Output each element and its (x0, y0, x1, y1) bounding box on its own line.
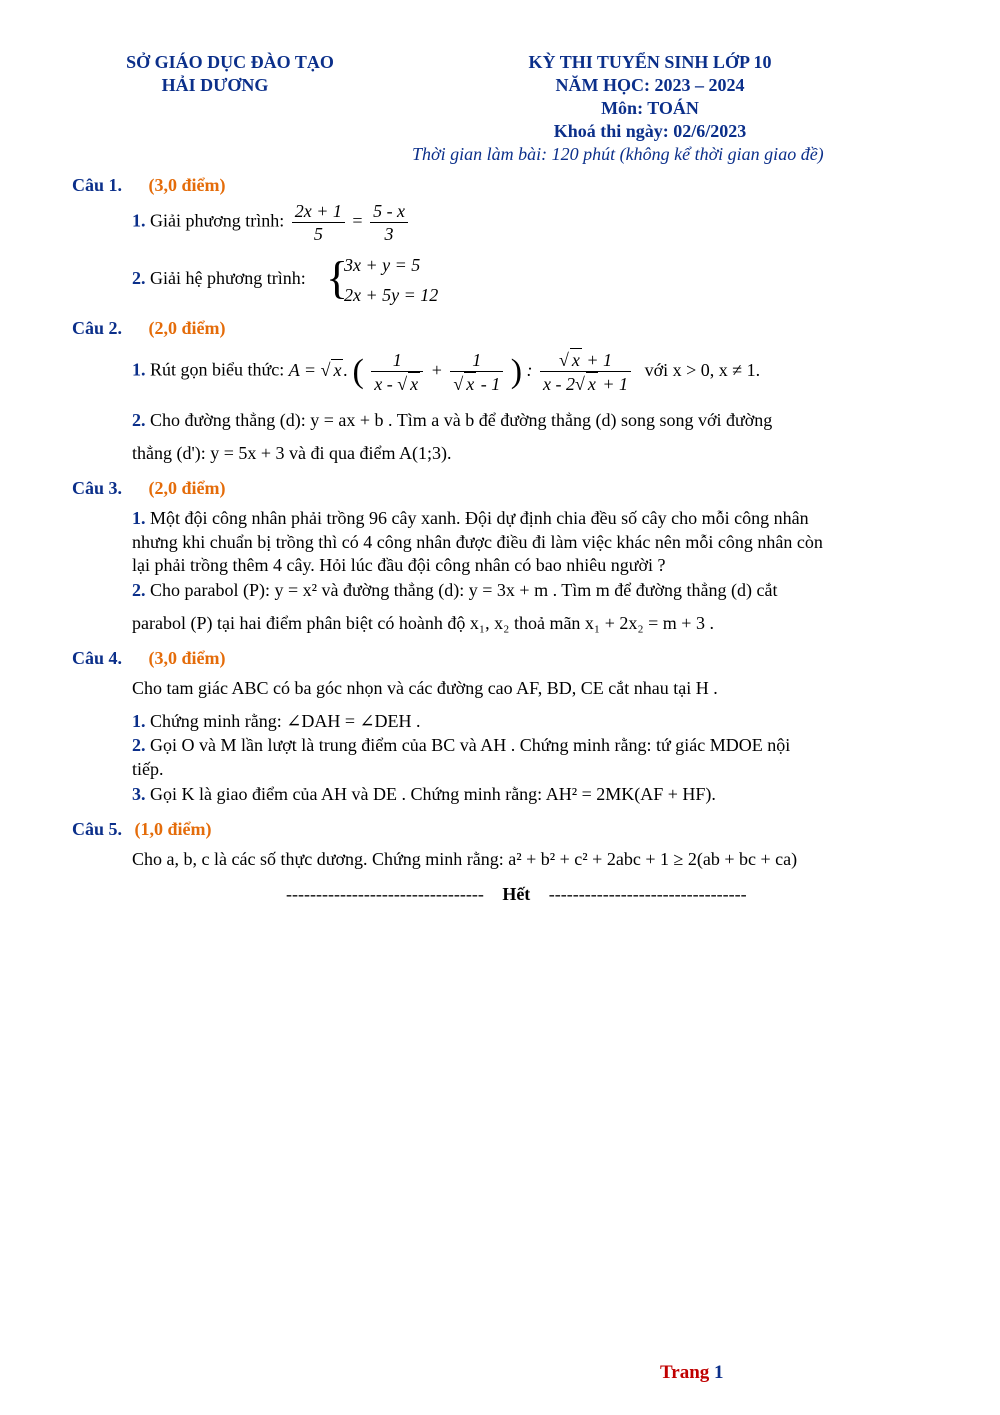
question-5-heading (72, 819, 212, 840)
question-label: Câu 2. (72, 318, 123, 338)
condition: với x > 0, x ≠ 1. (644, 359, 761, 380)
question-2-heading (72, 318, 226, 339)
department-name: SỞ GIÁO DỤC ĐÀO TẠO (126, 52, 334, 72)
dash-line-right: --------------------------------- (548, 884, 747, 904)
q2-part2-line2: thẳng (d'): y = 5x + 3 và đi qua điểm A(1;3). (132, 443, 452, 463)
q4-part3 (132, 784, 716, 805)
system-eq2: 2x + 5y = 12 (344, 285, 439, 305)
part-text: Rút gọn biểu thức: (150, 359, 285, 380)
system-eq1: 3x + y = 5 (344, 255, 421, 275)
expression-A: A = √ x . ( $\frac{1}{x - √ x}$ + $\frac{1}{√ x - 1}$ ) : $\frac{√ x + 1}{x - 2√ x + 1}$ (289, 360, 639, 380)
q3-part1-line1 (132, 508, 809, 529)
part-number: 1. (132, 508, 146, 528)
part-number: 3. (132, 784, 146, 804)
q4-part1 (132, 711, 421, 732)
q2-part2-line1 (132, 410, 772, 431)
question-points: (3,0 điểm) (148, 175, 226, 195)
part-text: Một đội công nhân phải trồng 96 cây xanh. Đội dự định chia đều số cây cho mỗi công nhân (150, 508, 809, 528)
q3-part1-line2: nhưng khi chuẩn bị trồng thì có 4 công nhân được điều đi làm việc khác nên mỗi công nhân còn (132, 532, 823, 552)
question-points: (3,0 điểm) (148, 648, 226, 668)
question-points: (2,0 điểm) (148, 478, 226, 498)
q4-part2-line2: tiếp. (132, 759, 164, 779)
part-number: 2. (132, 580, 146, 600)
q4-intro: Cho tam giác ABC có ba góc nhọn và các đường cao AF, BD, CE cắt nhau tại H . (132, 678, 718, 698)
fraction-denominator: 5 (292, 222, 345, 245)
end-word: Hết (502, 884, 531, 904)
question-3-heading (72, 478, 226, 499)
fraction-denominator: 3 (370, 222, 408, 245)
question-label: Câu 1. (72, 175, 123, 195)
q3-part2-line1 (132, 580, 777, 601)
page-number: 1 (714, 1362, 724, 1383)
part-text: Giải phương trình: (150, 210, 285, 231)
exam-title: KỲ THI TUYỂN SINH LỚP 10 (528, 52, 772, 72)
time-limit: Thời gian làm bài: 120 phút (không kể thời gian giao đề) (412, 144, 824, 164)
q5-text: Cho a, b, c là các số thực dương. Chứng minh rằng: a² + b² + c² + 2abc + 1 ≥ 2(ab + bc + ca) (132, 849, 798, 869)
question-label: Câu 3. (72, 478, 123, 498)
part-number: 2. (132, 268, 146, 288)
question-points: (2,0 điểm) (148, 318, 226, 338)
rhs-fraction (370, 200, 408, 245)
lhs-fraction (292, 200, 345, 245)
fraction-numerator: 5 - x (373, 201, 406, 221)
fraction-numerator: 2x + 1 (294, 201, 342, 221)
part-number: 2. (132, 410, 146, 430)
q1-part1: 1. Giải phương trình: $\frac{2x + 1}{5}$ = $\frac{5 - x}{3}$ (132, 200, 411, 245)
part-text: Chứng minh rằng: ∠DAH = ∠DEH . (150, 711, 421, 731)
end-marker (286, 884, 747, 905)
school-year: NĂM HỌC: 2023 – 2024 (555, 75, 745, 95)
q1-part2-label (132, 268, 306, 289)
page-footer (660, 1362, 724, 1384)
question-label: Câu 5. (72, 819, 123, 839)
question-label: Câu 4. (72, 648, 123, 668)
q2-part1 (132, 348, 760, 395)
question-1-heading (72, 175, 226, 196)
question-4-heading (72, 648, 226, 669)
part-text: Giải hệ phương trình: (150, 268, 306, 288)
exam-date: Khoá thi ngày: 02/6/2023 (553, 121, 747, 141)
part-number: 1. (132, 711, 146, 731)
q3-part2-line2: parabol (P) tại hai điểm phân biệt có hoành độ x₁, x₂ thoả mãn x₁ + 2x₂ = m + 3 . (132, 613, 714, 633)
province-name: HẢI DƯƠNG (161, 75, 269, 95)
part-text: Cho parabol (P): y = x² và đường thẳng (d): y = 3x + m . Tìm m để đường thẳng (d) cắt (150, 580, 778, 600)
part-number: 2. (132, 735, 146, 755)
dash-line-left: --------------------------------- (286, 884, 484, 904)
q3-part1-line3: lại phải trồng thêm 4 cây. Hỏi lúc đầu đội công nhân có bao nhiêu người ? (132, 555, 666, 575)
part-text: Gọi O và M lần lượt là trung điểm của BC và AH . Chứng minh rằng: tứ giác MDOE nội (150, 735, 791, 755)
page-word: Trang (660, 1362, 710, 1383)
question-points: (1,0 điểm) (134, 819, 212, 839)
system-brace: { (326, 252, 349, 303)
q4-part2-line1 (132, 735, 790, 756)
subject: Môn: TOÁN (601, 98, 699, 118)
part-text: Cho đường thẳng (d): y = ax + b . Tìm a và b để đường thẳng (d) song song với đường (150, 410, 773, 430)
part-number: 1. (132, 359, 146, 380)
part-text: Gọi K là giao điểm của AH và DE . Chứng minh rằng: AH² = 2MK(AF + HF). (150, 784, 716, 804)
part-number: 1. (132, 210, 146, 231)
